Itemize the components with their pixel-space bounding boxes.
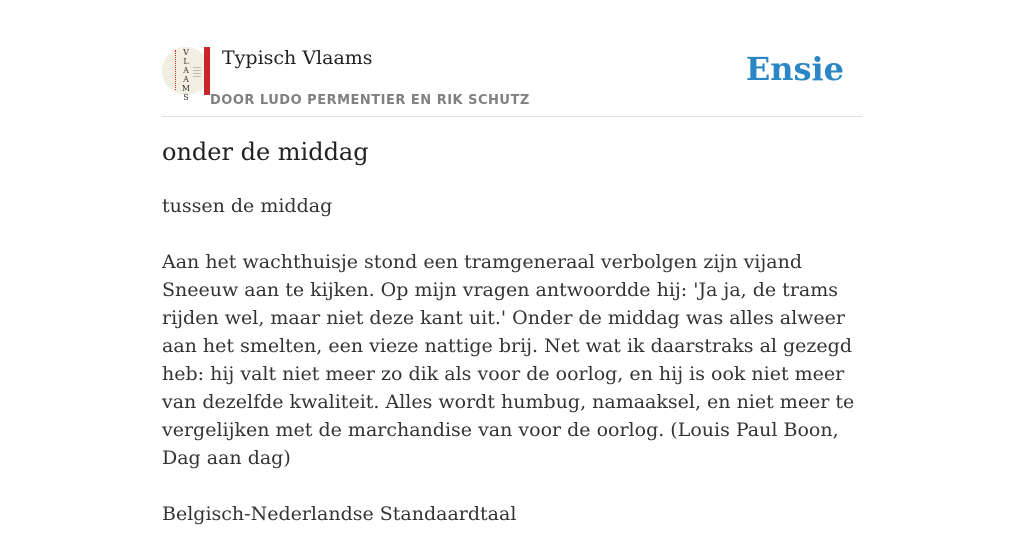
logo-stripe	[204, 47, 210, 95]
logo-letters: V L A A M S	[181, 48, 191, 102]
dictionary-logo[interactable]	[162, 47, 210, 102]
entry-standard: Belgisch-Nederlandse Standaardtaal	[162, 503, 517, 525]
entry-example: Aan het wachthuisje stond een tramgeneraal verbolgen zijn vijand Sneeuw aan te kijken. Op mijn vragen antwoordde hij: 'Ja ja, de trams rijden wel, maar niet deze kant uit.' Onder de middag was alles alweer aan het smelten, een vieze nattige brij. Net wat ik daarstraks al gezegd heb: hij valt niet meer zo dik als voor de oorlog, en hij is ook niet meer van dezelfde kwaliteit. Alles wordt humbug, namaaksel, en niet meer te vergelijken met de marchandise van voor de oorlog. (Louis Paul Boon, Dag aan dag)	[162, 251, 855, 469]
logo-lines	[193, 67, 201, 77]
dictionary-authors: DOOR LUDO PERMENTIER EN RIK SCHUTZ	[210, 93, 530, 108]
dictionary-title[interactable]: Typisch Vlaams	[222, 47, 373, 69]
dictionary-header	[162, 40, 862, 117]
brand-logo[interactable]: Ensie	[745, 50, 844, 88]
entry-definition: tussen de middag	[162, 195, 333, 217]
entry-term: onder de middag	[162, 138, 369, 166]
entry-content	[162, 192, 862, 556]
logo-dots	[175, 50, 178, 90]
